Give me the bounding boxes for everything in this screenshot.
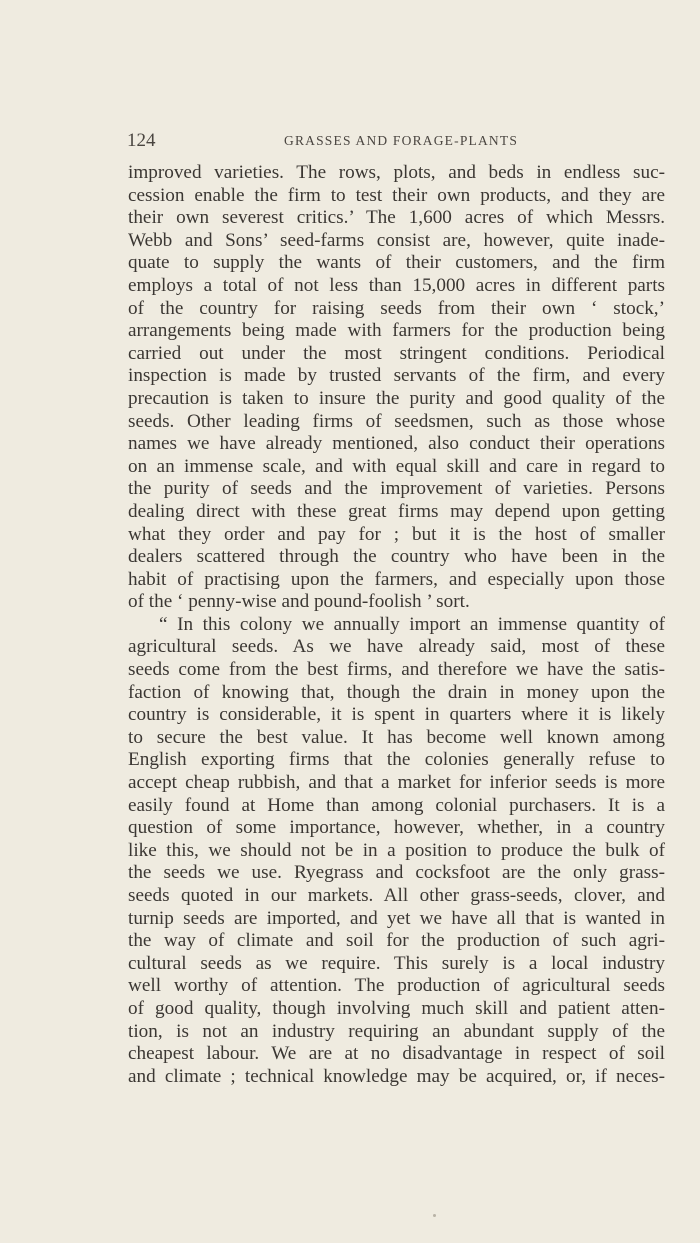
text-line: seeds quoted in our markets. All other grass-seeds, clover, and <box>128 885 665 906</box>
text-line: precaution is taken to insure the purity and good quality of the <box>128 387 665 409</box>
text-line: the purity of seeds and the improvement of varieties. Persons <box>128 478 665 500</box>
text-line: improved varieties. The rows, plots, and beds in endless suc- <box>128 162 665 183</box>
text-line: cheapest labour. We are at no disadvantage in respect of soil <box>128 1043 665 1065</box>
text-line: habit of practising upon the farmers, and especially upon those <box>128 568 665 590</box>
text-line: to secure the best value. It has become well known among <box>128 726 665 748</box>
text-line: carried out under the most stringent conditions. Periodical <box>128 342 665 364</box>
body-text <box>128 162 665 1088</box>
running-head <box>127 130 667 154</box>
text-line: of the country for raising seeds from their own ‘ stock,’ <box>128 297 665 319</box>
text-line: English exporting firms that the colonies generally refuse to <box>128 749 665 771</box>
text-line: names we have already mentioned, also conduct their operations <box>128 433 665 455</box>
page-number: 124 <box>127 130 156 151</box>
text-line: what they order and pay for ; but it is the host of smaller <box>128 523 665 545</box>
paragraph-first-line: “ In this colony we annually import an immense quantity of <box>159 613 665 635</box>
text-line: faction of knowing that, though the drain in money upon the <box>128 681 665 703</box>
text-line: cession enable the firm to test their own products, and they are <box>128 184 665 206</box>
text-line: the seeds we use. Ryegrass and cocksfoot are the only grass- <box>128 862 665 884</box>
text-line: like this, we should not be in a position to produce the bulk of <box>128 839 665 861</box>
text-line: cultural seeds as we require. This surely is a local industry <box>128 952 665 974</box>
text-line: turnip seeds are imported, and yet we have all that is wanted in <box>128 907 665 929</box>
text-line: their own severest critics.’ The 1,600 acres of which Messrs. <box>128 207 665 229</box>
text-line: well worthy of attention. The production of agricultural seeds <box>128 975 665 997</box>
paragraph-end-line: of the ‘ penny-wise and pound-foolish ’ sort. <box>128 591 470 613</box>
text-line: agricultural seeds. As we have already said, most of these <box>128 636 665 658</box>
text-line: dealing direct with these great firms may depend upon getting <box>128 500 665 522</box>
text-line: and climate ; technical knowledge may be acquired, or, if neces- <box>128 1065 665 1087</box>
text-line: question of some importance, however, whether, in a country <box>128 817 665 839</box>
text-line: easily found at Home than among colonial purchasers. It is a <box>128 794 665 816</box>
text-line: country is considerable, it is spent in quarters where it is likely <box>128 704 665 726</box>
text-line: of good quality, though involving much skill and patient atten- <box>128 997 665 1019</box>
text-line: tion, is not an industry requiring an abundant supply of the <box>128 1020 665 1042</box>
text-line: quate to supply the wants of their customers, and the firm <box>128 252 665 274</box>
text-line: seeds come from the best firms, and therefore we have the satis- <box>128 659 665 681</box>
running-title: GRASSES AND FORAGE-PLANTS <box>284 133 519 148</box>
text-line: dealers scattered through the country who have been in the <box>128 546 665 568</box>
text-line: on an immense scale, and with equal skill and care in regard to <box>128 455 665 477</box>
text-line: Webb and Sons’ seed-farms consist are, however, quite inade- <box>128 229 665 251</box>
text-line: arrangements being made with farmers for the production being <box>128 320 665 342</box>
text-line: inspection is made by trusted servants of the firm, and every <box>128 365 665 387</box>
text-line: accept cheap rubbish, and that a market for inferior seeds is more <box>128 772 665 794</box>
paper-speck <box>433 1214 436 1217</box>
text-line: seeds. Other leading firms of seedsmen, such as those whose <box>128 410 665 432</box>
text-line: the way of climate and soil for the production of such agri- <box>128 930 665 952</box>
text-line: employs a total of not less than 15,000 acres in different parts <box>128 274 665 296</box>
